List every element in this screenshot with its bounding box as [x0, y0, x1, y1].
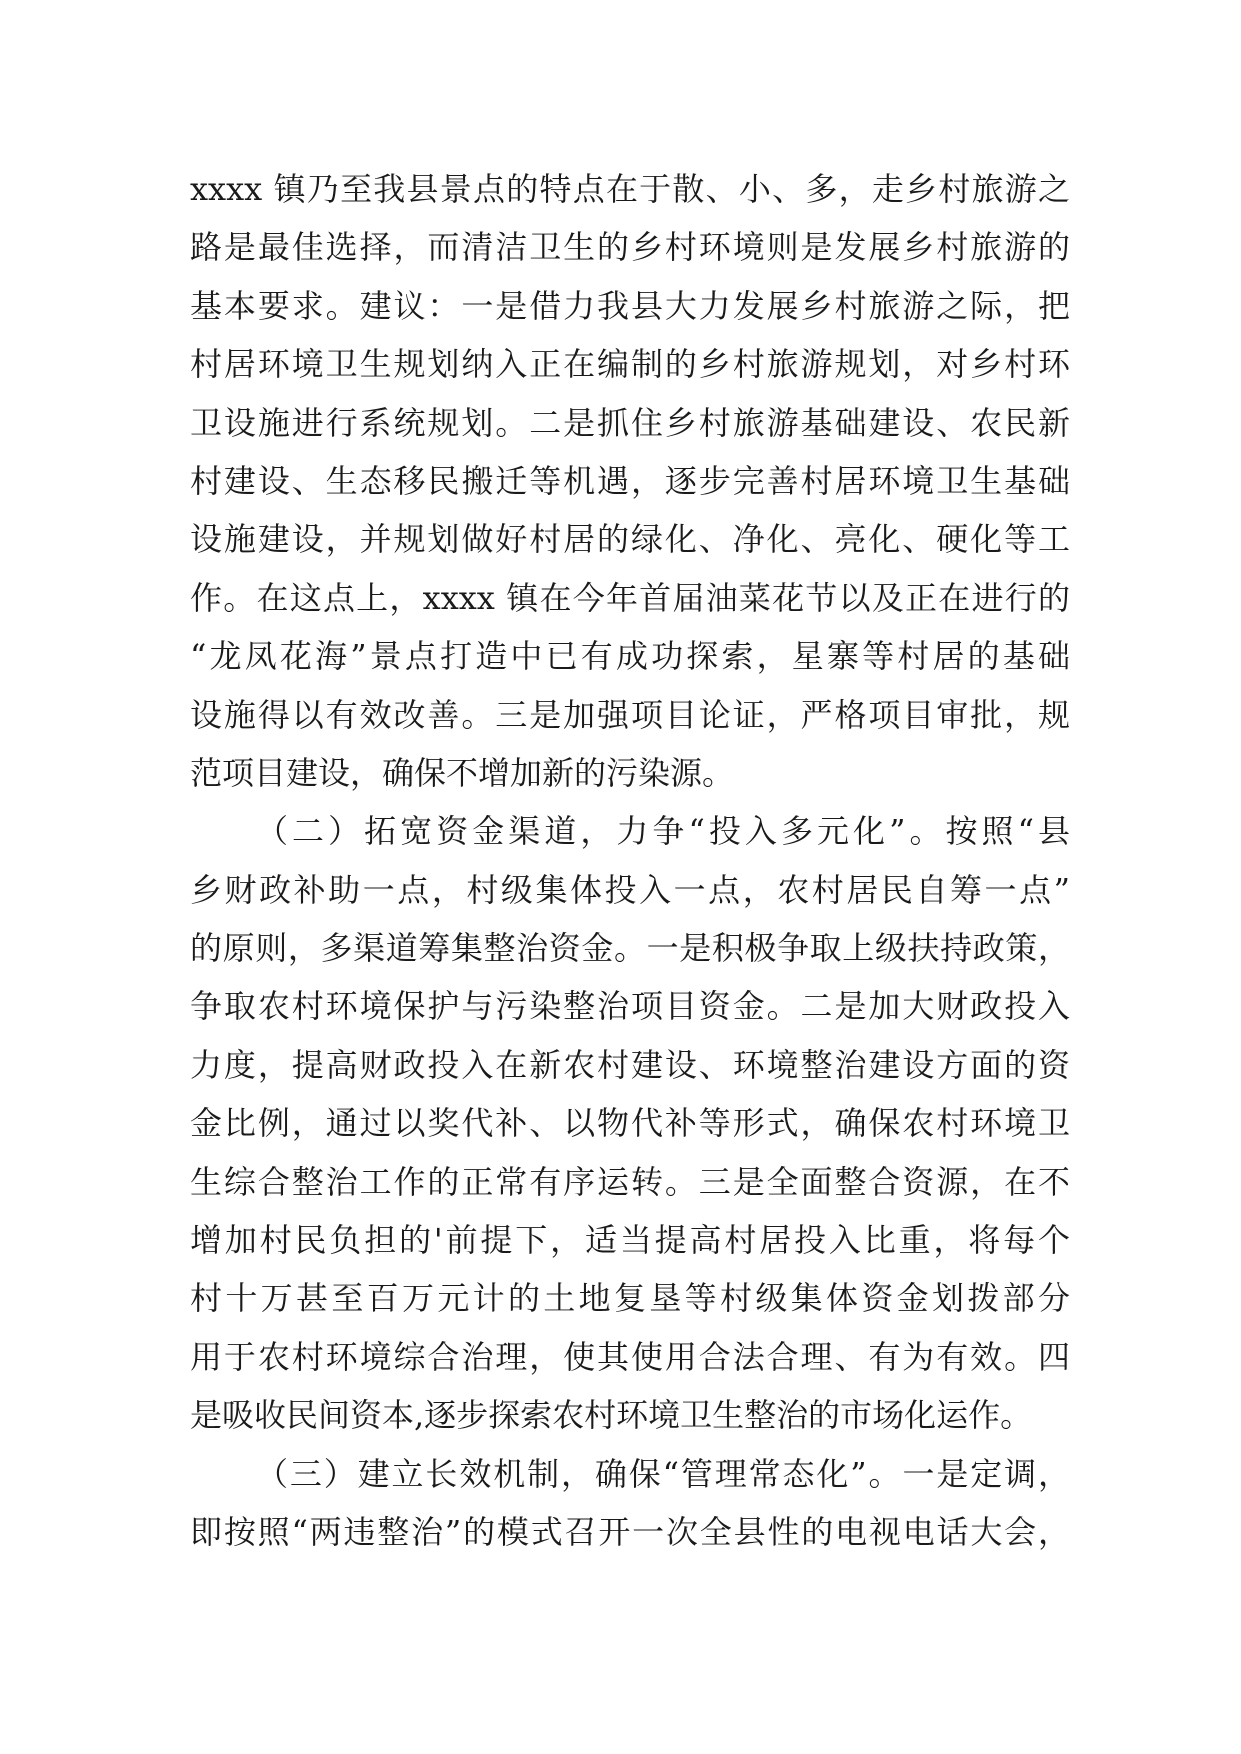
text-line: 用于农村环境综合治理，使其使用合法合理、有为有效。四 — [190, 1337, 1070, 1376]
section-heading-line: （三）建立长效机制，确保“管理常态化”。一是定调， — [256, 1454, 1070, 1493]
text-line: 乡财政补助一点，村级集体投入一点，农村居民自筹一点” — [190, 870, 1070, 909]
body-text — [190, 160, 1070, 1561]
section-heading-line: （二）拓宽资金渠道，力争“投入多元化”。按照“县 — [256, 812, 1070, 851]
text-line: 设施建设，并规划做好村居的绿化、净化、亮化、硬化等工 — [190, 520, 1070, 559]
text-line: 即按照“两违整治”的模式召开一次全县性的电视电话大会， — [190, 1512, 1070, 1551]
text-line: 村十万甚至百万元计的土地复垦等村级集体资金划拨部分 — [190, 1279, 1070, 1318]
text-line: 力度，提高财政投入在新农村建设、环境整治建设方面的资 — [190, 1045, 1070, 1084]
text-line: 村建设、生态移民搬迁等机遇，逐步完善村居环境卫生基础 — [190, 461, 1070, 500]
text-line: xxxx 镇乃至我县景点的特点在于散、小、多，走乡村旅游之 — [190, 170, 1070, 208]
text-line: 金比例，通过以奖代补、以物代补等形式，确保农村环境卫 — [190, 1104, 1070, 1143]
paragraph-end-line: 范项目建设，确保不增加新的污染源。 — [190, 753, 735, 792]
text-line: 争取农村环境保护与污染整治项目资金。二是加大财政投入 — [190, 987, 1070, 1026]
text-line: 设施得以有效改善。三是加强项目论证，严格项目审批，规 — [190, 695, 1070, 734]
text-line: 卫设施进行系统规划。二是抓住乡村旅游基础建设、农民新 — [190, 403, 1070, 442]
text-line: 路是最佳选择，而清洁卫生的乡村环境则是发展乡村旅游的 — [190, 228, 1070, 267]
paragraph-end-line: 是吸收民间资本,逐步探索农村环境卫生整治的市场化运作。 — [190, 1396, 1033, 1435]
text-line: 村居环境卫生规划纳入正在编制的乡村旅游规划，对乡村环 — [190, 345, 1070, 384]
text-line: 增加村民负担的'前提下，适当提高村居投入比重，将每个 — [190, 1221, 1070, 1260]
text-line: 生综合整治工作的正常有序运转。三是全面整合资源，在不 — [190, 1162, 1070, 1201]
text-line: 作。在这点上，xxxx 镇在今年首届油菜花节以及正在进行的 — [190, 578, 1070, 617]
text-line: 基本要求。建议：一是借力我县大力发展乡村旅游之际，把 — [190, 286, 1070, 325]
text-line: “龙凤花海”景点打造中已有成功探索，星寨等村居的基础 — [190, 637, 1070, 676]
text-line: 的原则，多渠道筹集整治资金。一是积极争取上级扶持政策， — [190, 929, 1070, 968]
